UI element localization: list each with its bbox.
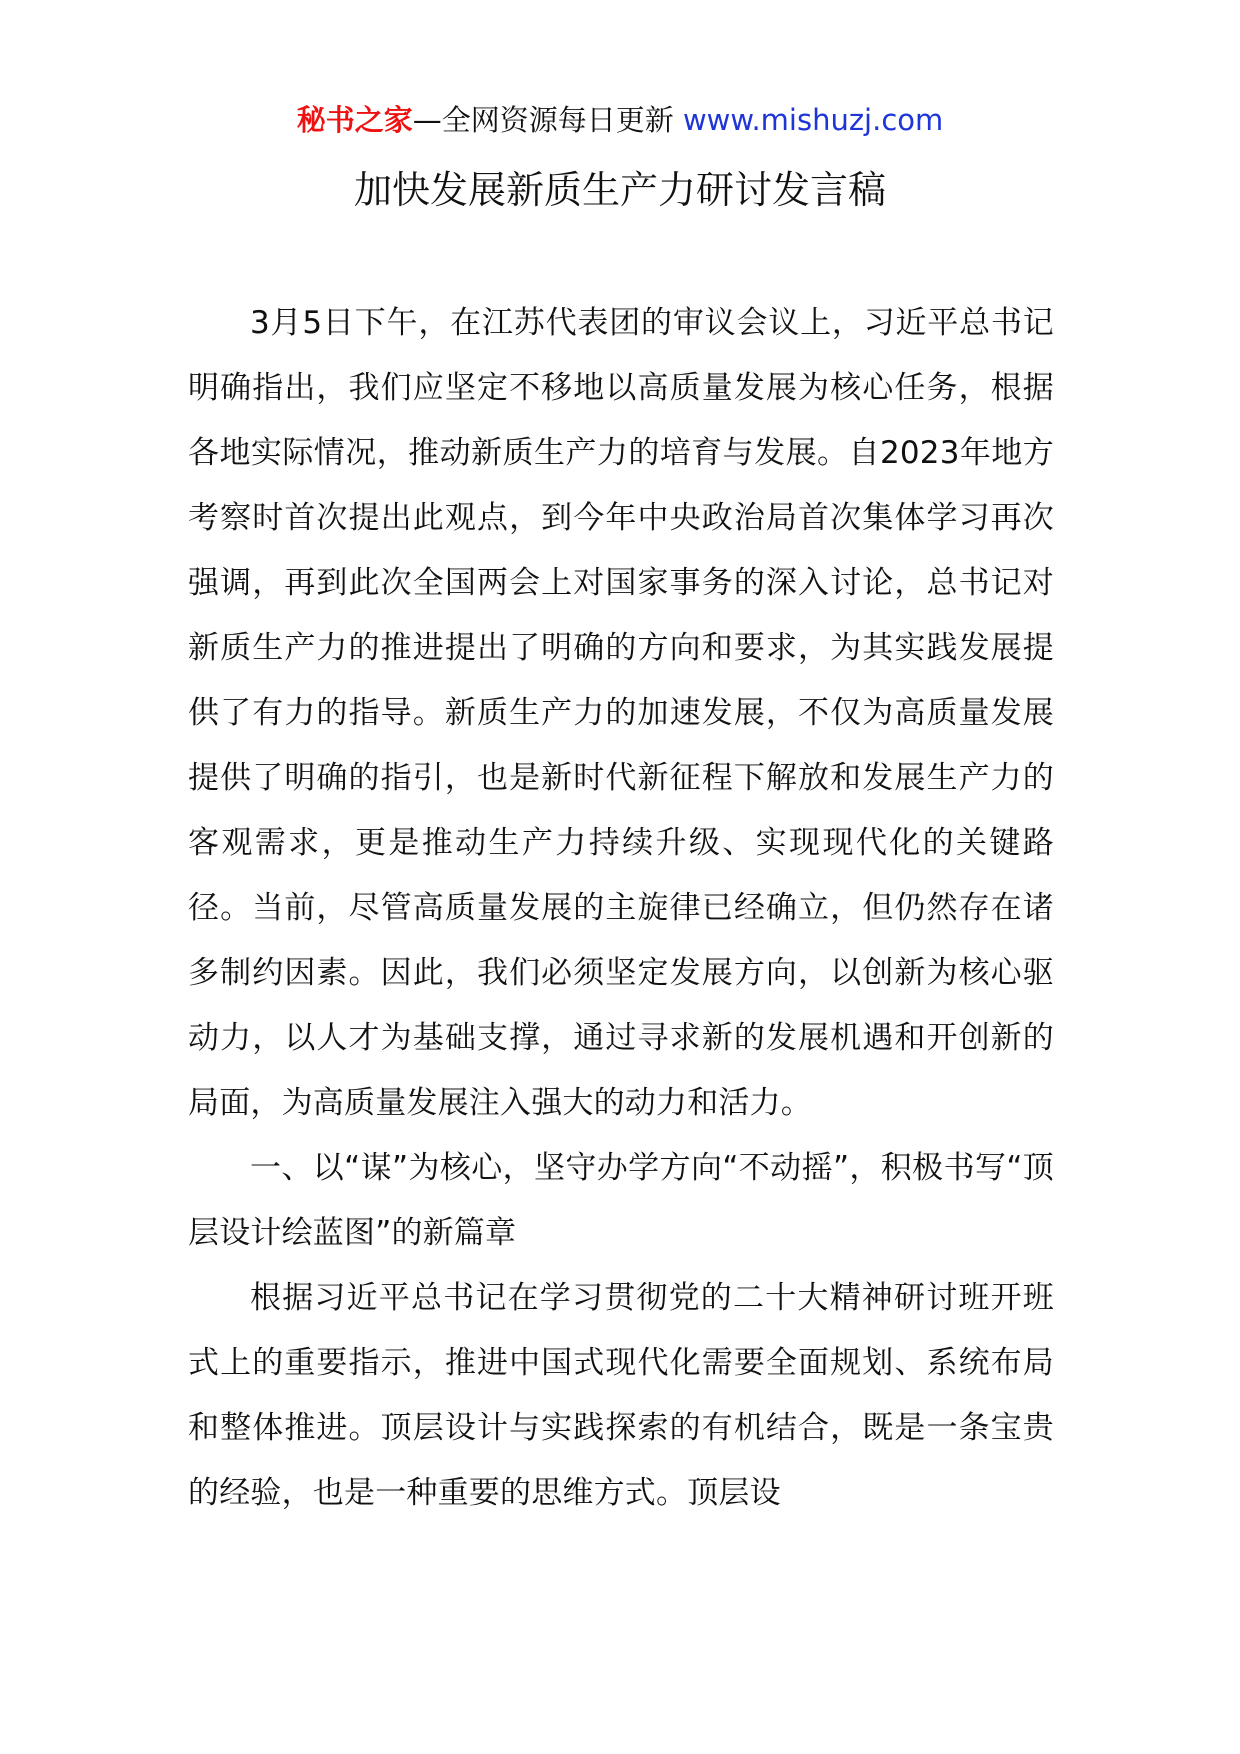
paragraph-section-1: 根据习近平总书记在学习贯彻党的二十大精神研讨班开班式上的重要指示，推进中国式现代化需要全面规划、系统布局和整体推进。顶层设计与实践探索的有机结合，既是一条宝贵的经验，也是一种重要的思维方式。顶层设 bbox=[188, 1280, 1054, 1511]
section-heading-1: 一、以“谋”为核心，坚守办学方向“不动摇”，积极书写“顶层设计绘蓝图”的新篇章 bbox=[188, 1150, 1054, 1251]
document-title: 加快发展新质生产力研讨发言稿 bbox=[353, 168, 886, 212]
brand-name: 秘书之家 bbox=[296, 103, 413, 137]
site-url[interactable]: www.mishuzj.com bbox=[682, 103, 944, 137]
document-body bbox=[188, 291, 1054, 1526]
tagline: —全网资源每日更新 bbox=[412, 103, 674, 137]
site-header bbox=[0, 100, 1240, 140]
paragraph-intro: 3月5日下午，在江苏代表团的审议会议上，习近平总书记明确指出，我们应坚定不移地以高质量发展为核心任务，根据各地实际情况，推动新质生产力的培育与发展。自2023年地方考察时首次提出此观点，到今年中央政治局首次集体学习再次强调，再到此次全国两会上对国家事务的深入讨论，总书记对新质生产力的推进提出了明确的方向和要求，为其实践发展提供了有力的指导。新质生产力的加速发展，不仅为高质量发展提供了明确的指引，也是新时代新征程下解放和发展生产力的客观需求，更是推动生产力持续升级、实现现代化的关键路径。当前，尽管高质量发展的主旋律已经确立，但仍然存在诸多制约因素。因此，我们必须坚定发展方向，以创新为核心驱动力，以人才为基础支撑，通过寻求新的发展机遇和开创新的局面，为高质量发展注入强大的动力和活力。 bbox=[188, 305, 1054, 1121]
